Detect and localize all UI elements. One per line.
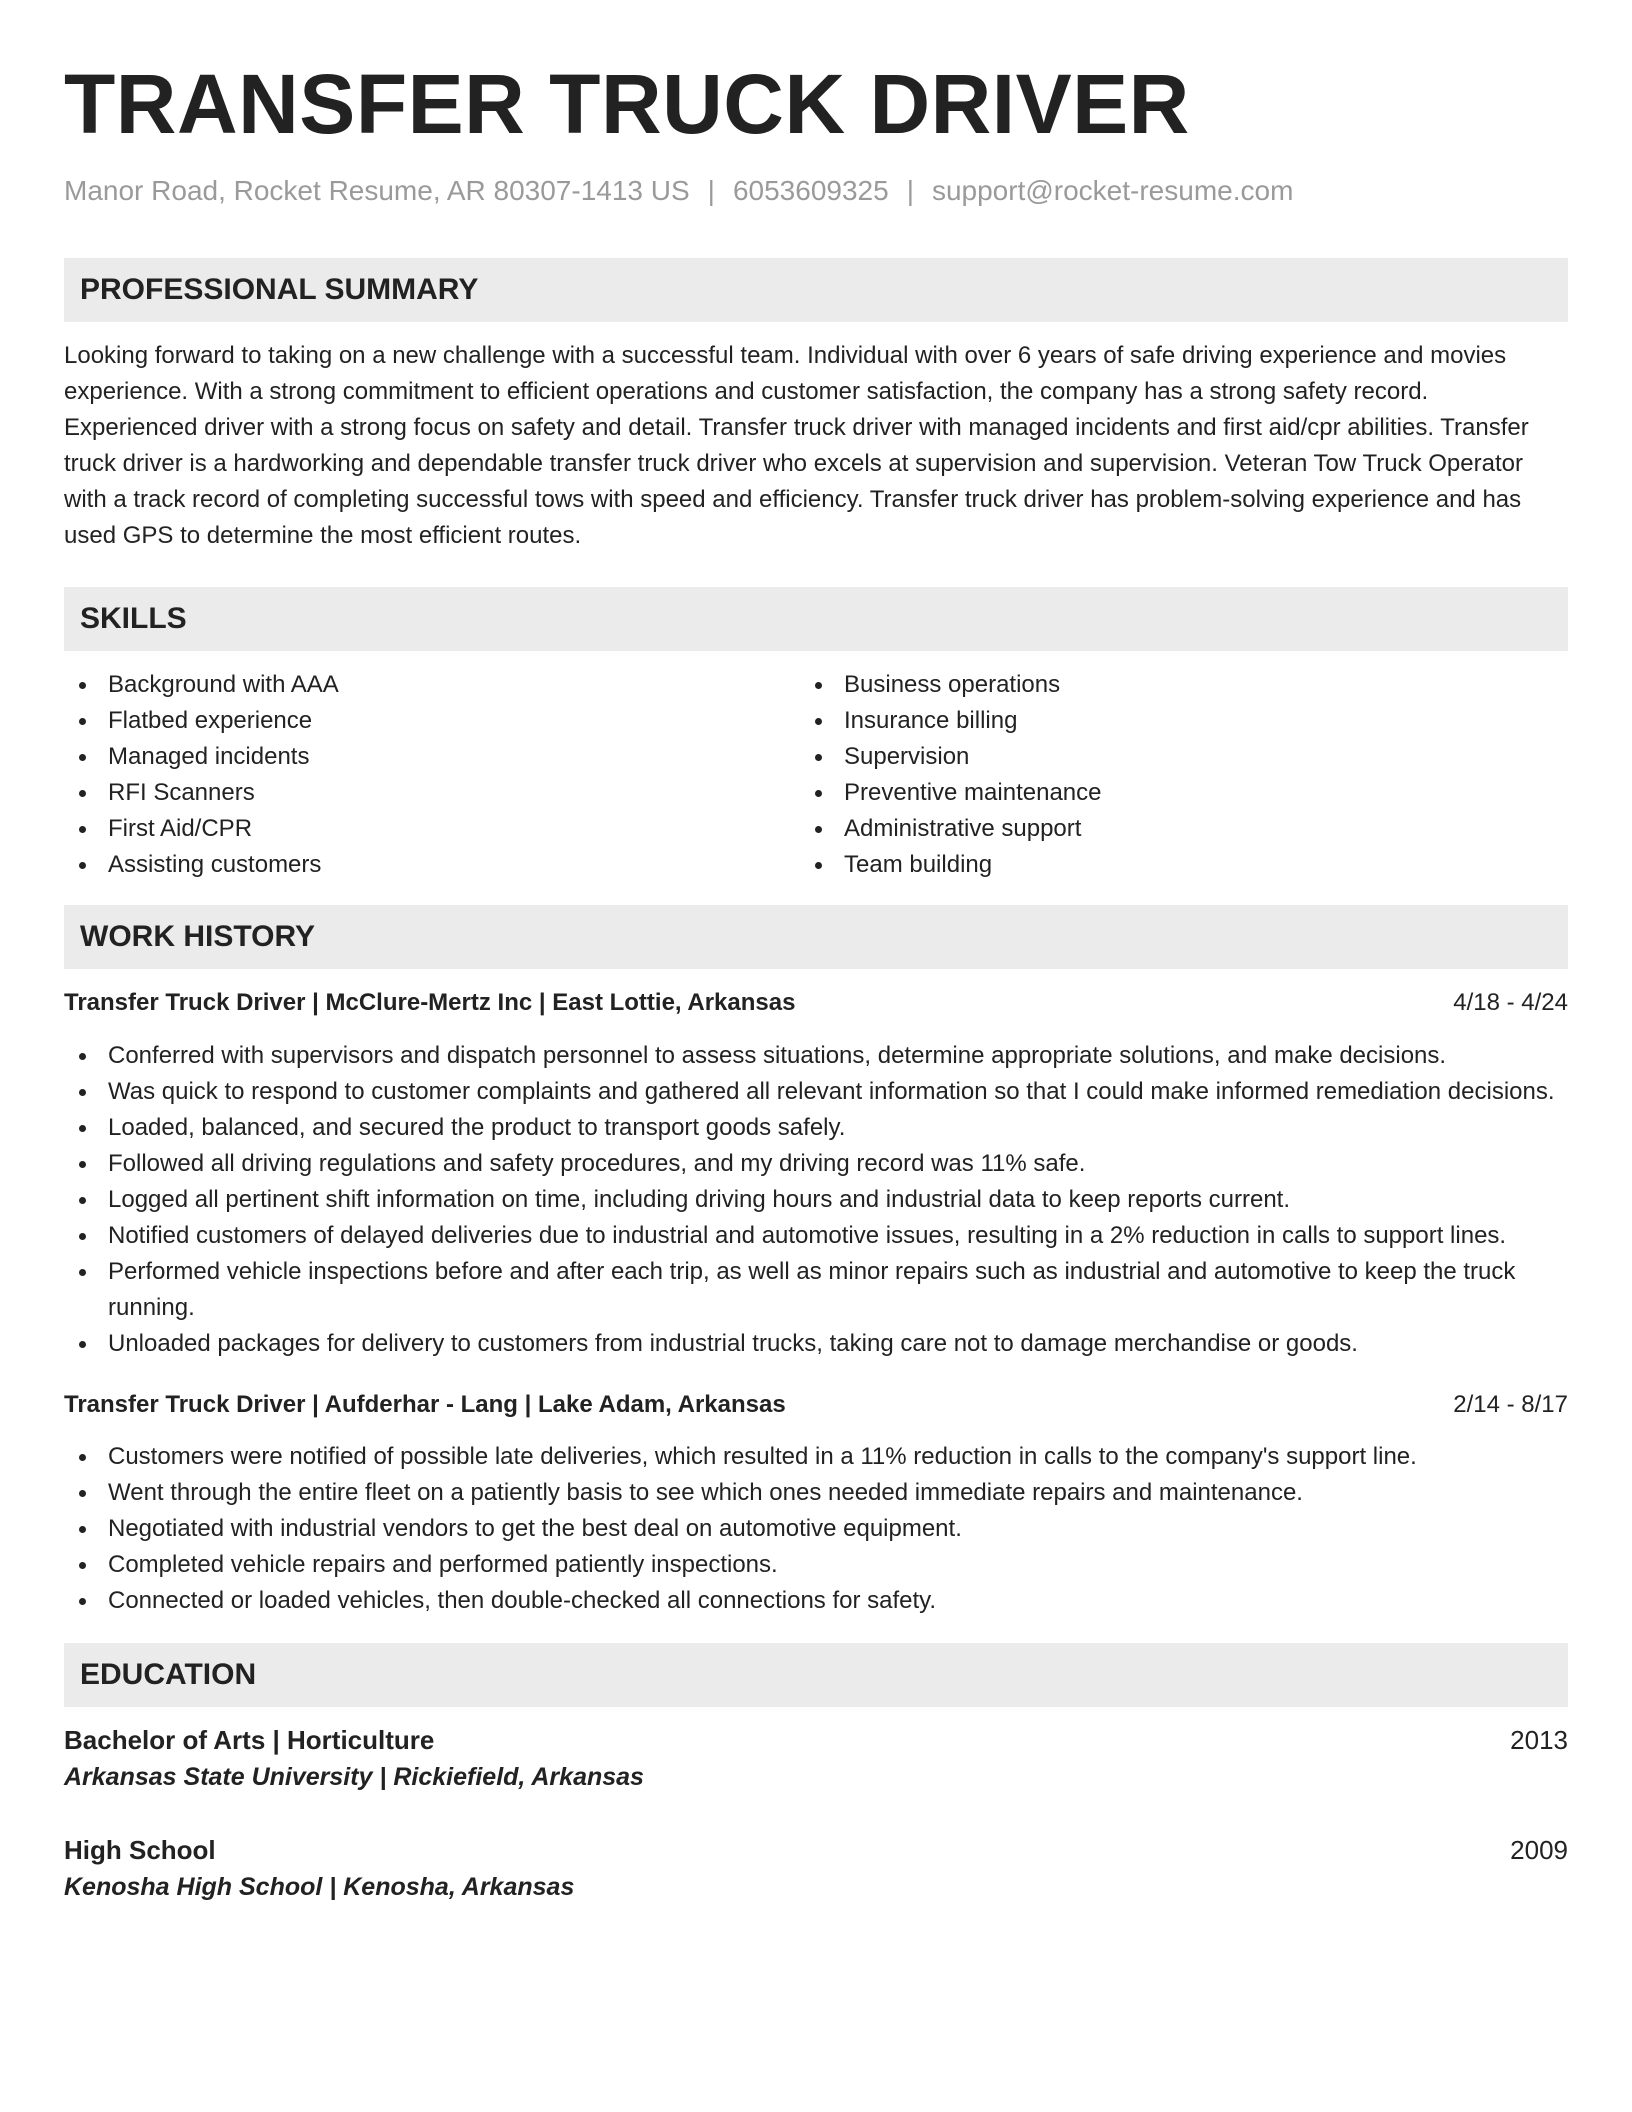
section-header-summary: PROFESSIONAL SUMMARY bbox=[64, 258, 1568, 322]
education-entry bbox=[64, 1831, 1568, 1905]
job-dates: 4/18 - 4/24 bbox=[1453, 988, 1568, 1016]
job-header bbox=[64, 985, 1568, 1021]
skill-item: Background with AAA bbox=[64, 667, 800, 703]
skill-item: Preventive maintenance bbox=[800, 775, 1536, 811]
job-bullet: Was quick to respond to customer complaints and gathered all relevant information so that I could make informed remediation decisions. bbox=[64, 1074, 1568, 1110]
skills-list bbox=[64, 667, 1568, 883]
education-school: Kenosha High School | Kenosha, Arkansas bbox=[64, 1872, 575, 1901]
education-degree: Bachelor of Arts | Horticulture bbox=[64, 1724, 435, 1755]
candidate-name: TRANSFER TRUCK DRIVER bbox=[64, 57, 1190, 151]
skill-item: RFI Scanners bbox=[64, 775, 800, 811]
job-bullet: Loaded, balanced, and secured the product to transport goods safely. bbox=[64, 1110, 1568, 1146]
skill-item: First Aid/CPR bbox=[64, 811, 800, 847]
skill-item: Supervision bbox=[800, 739, 1536, 775]
job-bullets bbox=[64, 1038, 1568, 1362]
skills-column-left bbox=[64, 667, 800, 883]
summary-text: Looking forward to taking on a new challenge with a successful team. Individual with over 6 years of safe driving experience and movies experience. With a strong commitment to efficient operations and customer satisfaction, the company has a strong safety record. Experienced driver with a strong focus on safety and detail. Transfer truck driver with managed incidents and first aid/cpr abilities. Transfer truck driver is a hardworking and dependable transfer truck driver who excels at supervision and supervision. Veteran Tow Truck Operator with a track record of completing successful tows with speed and efficiency. Transfer truck driver has problem-solving experience and has used GPS to determine the most efficient routes. bbox=[64, 341, 1529, 549]
job-bullet: Conferred with supervisors and dispatch personnel to assess situations, determine appropriate solutions, and make decisions. bbox=[64, 1038, 1568, 1074]
education-degree: High School bbox=[64, 1834, 216, 1865]
skill-item: Flatbed experience bbox=[64, 703, 800, 739]
section-header-skills: SKILLS bbox=[64, 587, 1568, 651]
education-school: Arkansas State University | Rickiefield, Arkansas bbox=[64, 1762, 644, 1791]
job-bullet: Completed vehicle repairs and performed patiently inspections. bbox=[64, 1547, 1568, 1583]
education-header bbox=[64, 1721, 1568, 1759]
skill-item: Team building bbox=[800, 847, 1536, 883]
section-header-work-history: WORK HISTORY bbox=[64, 905, 1568, 969]
contact-email: support@rocket-resume.com bbox=[931, 175, 1294, 206]
skill-item: Assisting customers bbox=[64, 847, 800, 883]
education-entry bbox=[64, 1721, 1568, 1795]
education-year: 2013 bbox=[1510, 1724, 1568, 1755]
job-bullet: Negotiated with industrial vendors to get the best deal on automotive equipment. bbox=[64, 1511, 1568, 1547]
job-dates: 2/14 - 8/17 bbox=[1453, 1390, 1568, 1418]
contact-separator: | bbox=[906, 175, 914, 206]
contact-phone: 6053609325 bbox=[732, 175, 889, 206]
job-bullet: Followed all driving regulations and safety procedures, and my driving record was 11% safe. bbox=[64, 1146, 1568, 1182]
skill-item: Insurance billing bbox=[800, 703, 1536, 739]
section-header-education: EDUCATION bbox=[64, 1643, 1568, 1707]
job-bullet: Notified customers of delayed deliveries due to industrial and automotive issues, resulting in a 2% reduction in calls to support lines. bbox=[64, 1218, 1568, 1254]
skill-item: Administrative support bbox=[800, 811, 1536, 847]
job-title: Transfer Truck Driver | Aufderhar - Lang | Lake Adam, Arkansas bbox=[64, 1390, 786, 1418]
job-bullet: Customers were notified of possible late deliveries, which resulted in a 11% reduction in calls to the company's support line. bbox=[64, 1439, 1568, 1475]
education-header bbox=[64, 1831, 1568, 1869]
job-bullet: Performed vehicle inspections before and after each trip, as well as minor repairs such as industrial and automotive to keep the truck running. bbox=[64, 1254, 1568, 1326]
skill-item: Business operations bbox=[800, 667, 1536, 703]
job-bullets bbox=[64, 1439, 1568, 1619]
skill-item: Managed incidents bbox=[64, 739, 800, 775]
job-bullet: Unloaded packages for delivery to customers from industrial trucks, taking care not to damage merchandise or goods. bbox=[64, 1326, 1568, 1362]
job-entry bbox=[64, 1387, 1568, 1619]
job-entry bbox=[64, 985, 1568, 1362]
job-bullet: Logged all pertinent shift information on time, including driving hours and industrial data to keep reports current. bbox=[64, 1182, 1568, 1218]
job-bullet: Connected or loaded vehicles, then double-checked all connections for safety. bbox=[64, 1583, 1568, 1619]
job-header bbox=[64, 1387, 1568, 1423]
job-title: Transfer Truck Driver | McClure-Mertz Inc | East Lottie, Arkansas bbox=[64, 988, 796, 1016]
job-bullet: Went through the entire fleet on a patiently basis to see which ones needed immediate repairs and maintenance. bbox=[64, 1475, 1568, 1511]
contact-address: Manor Road, Rocket Resume, AR 80307-1413 US bbox=[64, 175, 690, 206]
education-year: 2009 bbox=[1510, 1834, 1568, 1865]
skills-column-right bbox=[800, 667, 1536, 883]
contact-separator: | bbox=[707, 175, 715, 206]
contact-line bbox=[64, 174, 1568, 208]
